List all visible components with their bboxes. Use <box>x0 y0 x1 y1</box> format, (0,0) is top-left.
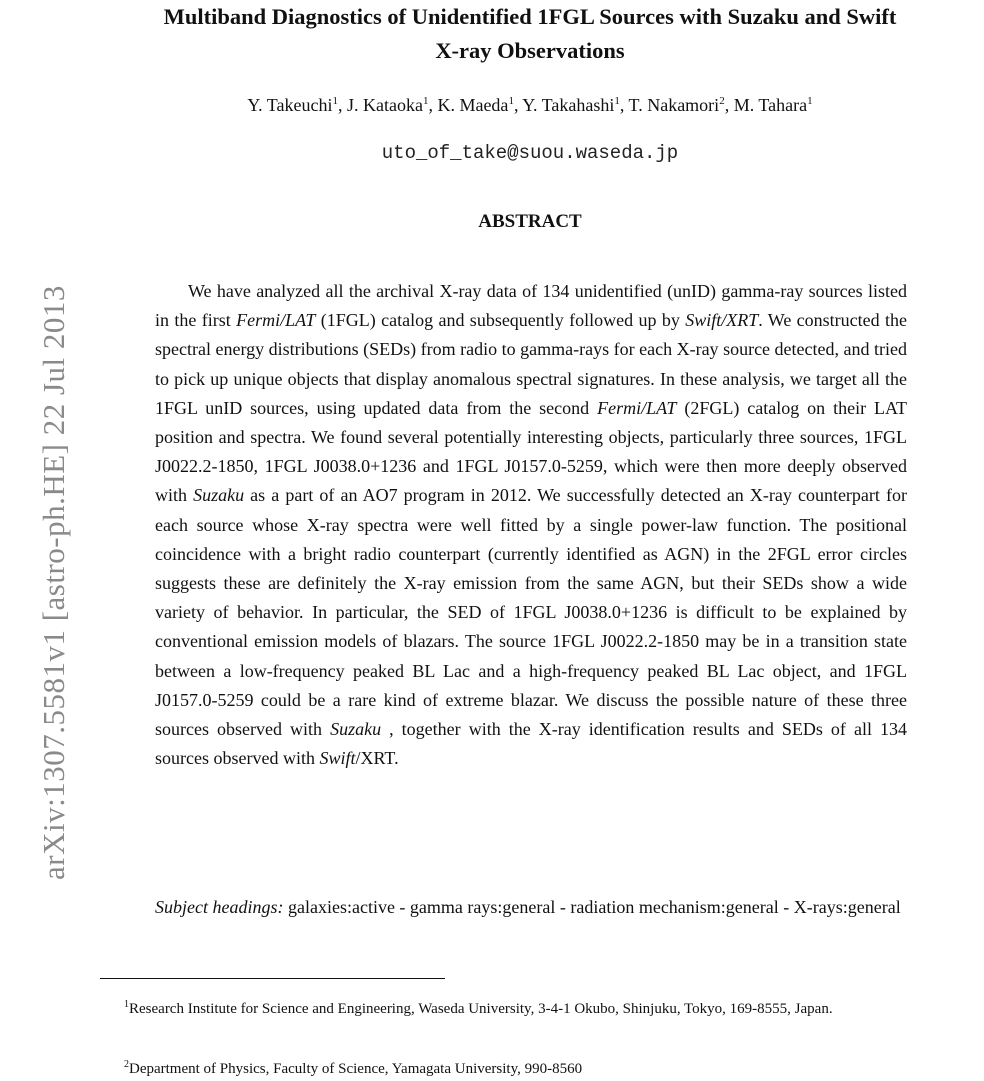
author: K. Maeda <box>437 95 509 115</box>
abstract-italic: Suzaku <box>330 719 382 740</box>
contact-email: uto_of_take@suou.waseda.jp <box>381 142 679 164</box>
abstract-text: (1FGL) catalog and subsequently followed up by <box>315 310 686 331</box>
title-line-2: X-ray Observations <box>435 38 625 63</box>
footnote-divider <box>100 978 445 979</box>
footnote-mark: 1 <box>124 999 129 1010</box>
arxiv-identifier: arXiv:1307.5581v1 [astro-ph.HE] 22 Jul 2013 <box>36 285 71 880</box>
footnote-1 <box>100 993 960 1021</box>
abstract-italic: Suzaku <box>193 485 245 506</box>
affiliation-mark: 1 <box>614 95 620 107</box>
subject-headings-label: Subject headings: <box>155 897 284 917</box>
affiliation-mark: 1 <box>508 95 514 107</box>
footnote-text: Research Institute for Science and Engineering, Waseda University, 3-4-1 Okubo, Shinjuku, Tokyo, 169-8555, Japan. <box>129 1001 833 1017</box>
footnote-2 <box>100 1053 984 1081</box>
abstract-text: , together with the X-ray identification results and SEDs of all 134 sources observed with <box>155 719 907 769</box>
abstract-text: /XRT. <box>355 748 399 769</box>
arxiv-sidebar-stamp <box>0 180 71 880</box>
affiliation-mark: 1 <box>422 95 429 107</box>
subject-headings-text: galaxies:active - gamma rays:general - radiation mechanism:general - X-rays:general <box>283 897 901 917</box>
author-list: Y. Takeuchi$^1$, J. Kataoka$^1$, K. Maeda$^1$, Y. Takahashi$^1$, T. Nakamori$^2$, M. Tahara$^1$ <box>247 95 813 115</box>
author: Y. Takeuchi <box>247 95 333 115</box>
abstract-italic: Swift/XRT <box>685 310 759 331</box>
abstract-text: (2FGL) catalog on their LAT position and spectra. We found several potentially interesting objects, particularly three sources, 1FGL J0022.2-1850, 1FGL J0038.0+1236 and 1FGL J0157.0-5259, which were then more deeply observed with <box>155 397 907 506</box>
author: Y. Takahashi <box>522 95 615 115</box>
footnote-text: Department of Physics, Faculty of Science, Yamagata University, 990-8560 <box>129 1061 583 1077</box>
author: M. Tahara <box>733 95 808 115</box>
title-line-1: Multiband Diagnostics of Unidentified 1FGL Sources with Suzaku and Swift <box>163 4 897 29</box>
abstract-text: We have analyzed all the archival X-ray data of 134 unidentified (unID) gamma-ray sources listed in the first <box>155 281 907 331</box>
abstract-text: as a part of an AO7 program in 2012. We successfully detected an X-ray counterpart for each source whose X-ray spectra were well fitted by a single power-law function. The positional coincidence with a bright radio counterpart (currently identified as AGN) in the 2FGL error circles suggests these are definitely the X-ray emission from the same AGN, but their SEDs show a wide variety of behavior. In particular, the SED of 1FGL J0038.0+1236 is difficult to be explained by conventional emission models of blazars. The source 1FGL J0022.2-1850 may be in a transition state between a low-frequency peaked BL Lac and a high-frequency peaked BL Lac object, and 1FGL J0157.0-5259 could be a rare kind of extreme blazar. We discuss the possible nature of these three sources observed with <box>155 485 907 740</box>
subject-headings <box>155 893 907 922</box>
author: J. Kataoka <box>346 95 423 115</box>
abstract-heading: ABSTRACT <box>478 211 582 232</box>
abstract-body <box>155 277 907 773</box>
affiliation-mark: 1 <box>332 95 338 107</box>
footnote-mark: 2 <box>124 1059 129 1070</box>
abstract-italic: Fermi/LAT <box>597 397 677 418</box>
author: T. Nakamori <box>628 95 720 115</box>
abstract-italic: Fermi/LAT <box>236 310 316 331</box>
abstract-italic: Swift <box>319 748 356 769</box>
affiliation-mark: 2 <box>719 95 725 107</box>
abstract-text: . We constructed the spectral energy distributions (SEDs) from radio to gamma-rays for each X-ray source detected, and tried to pick up unique objects that display anomalous spectral signatures. In these analysis, we target all the 1FGL unID sources, using updated data from the second <box>155 310 907 418</box>
affiliation-mark: 1 <box>807 95 813 107</box>
paper-title <box>100 0 960 68</box>
